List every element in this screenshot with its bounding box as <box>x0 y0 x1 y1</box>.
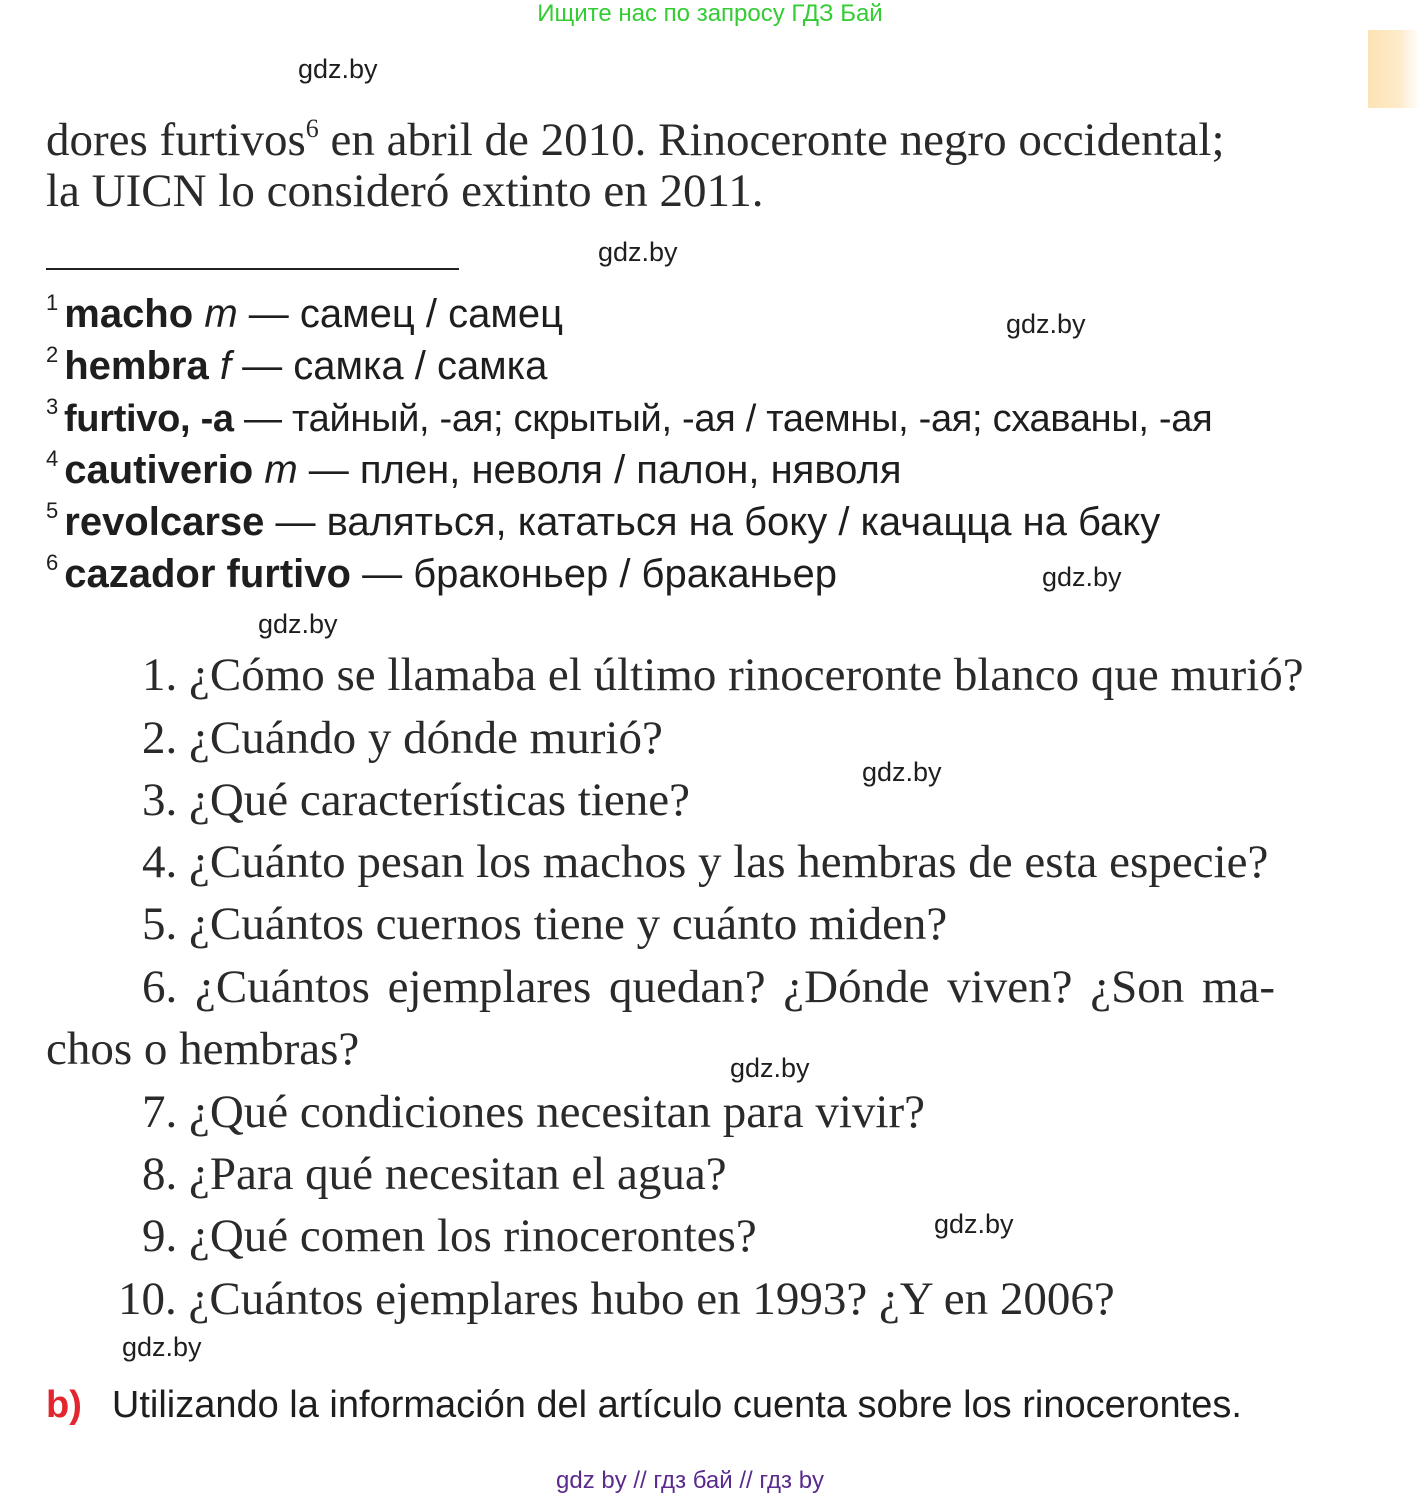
task-text: Utilizando la información del artículo cuenta sobre los rinocerontes. <box>111 1384 1242 1426</box>
footnote-number: 3 <box>46 394 58 419</box>
watermark: gdz.by <box>730 1053 810 1083</box>
footnote-gender: m <box>204 292 238 336</box>
footnote-translation: — валяться, кататься на боку / качацца на баку <box>264 500 1161 544</box>
watermark: gdz.by <box>598 237 678 267</box>
footnote-term: macho <box>64 292 194 336</box>
question-item: 1. ¿Cómo se llamaba el último rinoceronte blanco que murió? <box>142 649 1304 701</box>
watermark: gdz.by <box>934 1209 1014 1239</box>
site-banner: Ищите нас по запросу ГДЗ Бай <box>537 0 883 27</box>
footnote-number: 6 <box>46 550 59 575</box>
question-item: 6. ¿Cuántos ejemplares quedan? ¿Dónde viven? ¿Son ma- <box>142 961 1276 1013</box>
footnote-translation: — тайный, -ая; скрытый, -ая / таемны, -ая; схаваны, -ая <box>233 398 1213 440</box>
question-item: 3. ¿Qué características tiene? <box>142 774 691 826</box>
question-continuation: chos o hembras? <box>46 1023 360 1075</box>
question-item: 10. ¿Cuántos ejemplares hubo en 1993? ¿Y en 2006? <box>118 1273 1115 1325</box>
footnote-number: 2 <box>46 342 59 367</box>
watermark: gdz.by <box>298 54 378 84</box>
watermark: gdz.by <box>862 757 942 787</box>
footer-watermark: gdz by // гдз бай // гдз by <box>556 1467 825 1494</box>
footnote-divider <box>46 268 459 270</box>
footnote-term: furtivo, -a <box>63 398 234 440</box>
page-corner-decoration <box>1368 30 1420 108</box>
footnote <box>46 537 837 600</box>
footnote-translation: — самка / самка <box>231 344 548 388</box>
footnote-translation: — браконьер / браканьер <box>350 552 838 596</box>
footnote-term: cautiverio <box>64 448 254 492</box>
question-item: 8. ¿Para qué necesitan el agua? <box>142 1148 727 1200</box>
passage-line: la UICN lo consideró extinto en 2011. <box>46 165 764 217</box>
question-item: 5. ¿Cuántos cuernos tiene y cuánto miden? <box>142 898 948 950</box>
question-item: 4. ¿Cuánto pesan los machos y las hembras de esta especie? <box>142 836 1269 888</box>
watermark: gdz.by <box>258 609 338 639</box>
footnote-term: hembra <box>64 344 209 388</box>
passage-text: en abril de 2010. Rinoceronte negro occidental; <box>318 114 1225 166</box>
watermark: gdz.by <box>1006 309 1086 339</box>
footnote-term: revolcarse <box>64 500 265 544</box>
watermark: gdz.by <box>122 1332 202 1362</box>
footnote-number: 1 <box>46 290 59 315</box>
watermark: gdz.by <box>1042 562 1122 592</box>
footnote-term: cazador furtivo <box>64 552 351 596</box>
footnote-gender: f <box>219 344 231 388</box>
footnote-gender: m <box>264 448 298 492</box>
footnote-translation: — плен, неволя / палон, няволя <box>297 448 902 492</box>
footnote-translation: — самец / самец <box>237 292 564 336</box>
footnote-number: 5 <box>46 498 59 523</box>
question-item: 2. ¿Cuándo y dónde murió? <box>142 712 663 764</box>
question-item: 9. ¿Qué comen los rinocerontes? <box>142 1210 757 1262</box>
task-b <box>46 1384 1242 1427</box>
footnote-ref: 6 <box>305 114 319 143</box>
passage-text: dores furtivos <box>46 114 306 166</box>
question-item: 7. ¿Qué condiciones necesitan para vivir? <box>142 1086 926 1138</box>
footnote-number: 4 <box>46 446 59 471</box>
task-letter: b) <box>46 1384 82 1426</box>
